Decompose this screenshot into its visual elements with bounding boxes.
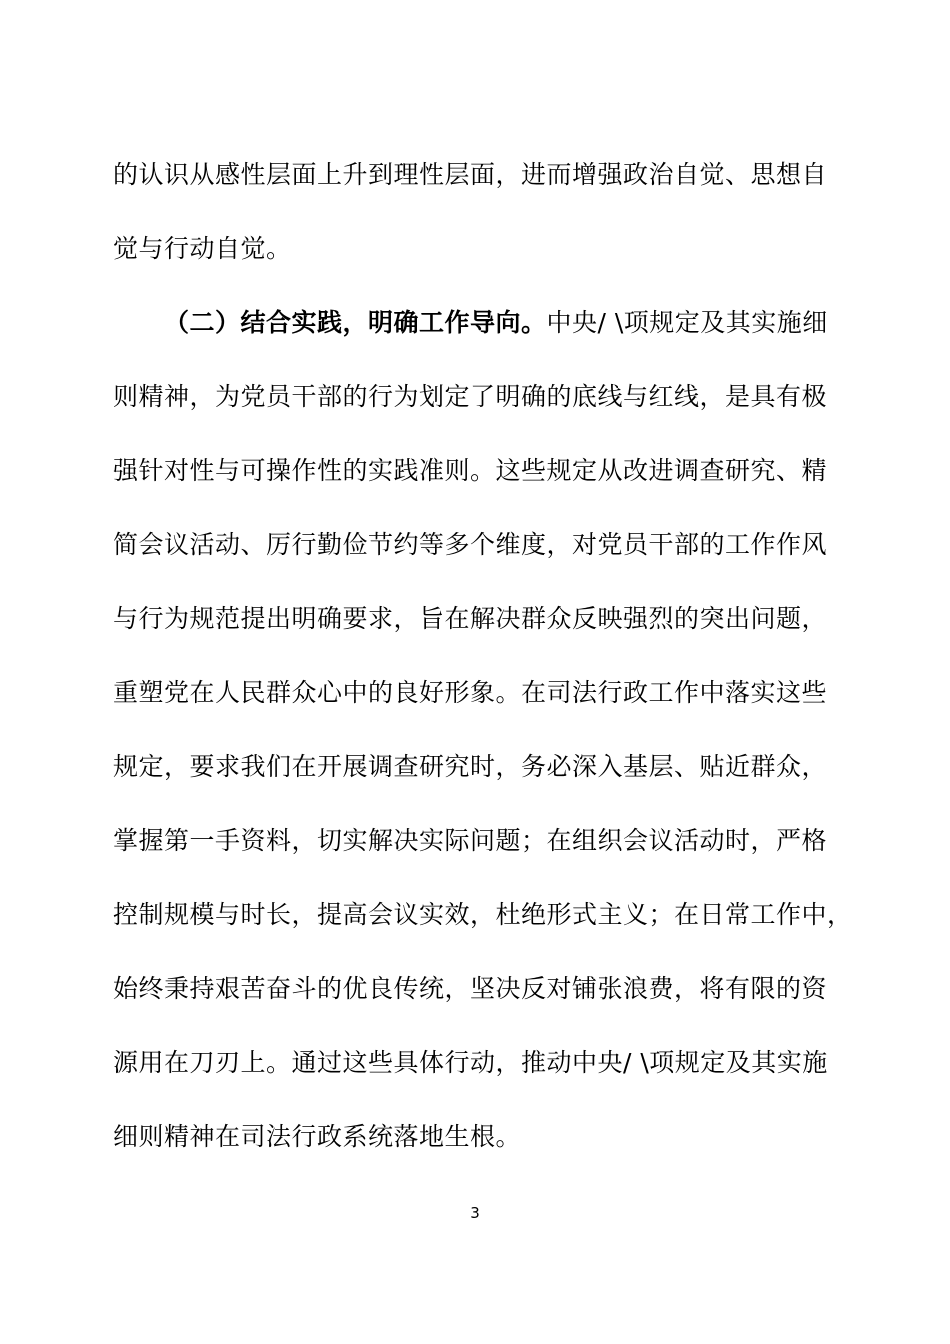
text-line-6: 简会议活动、厉行勤俭节约等多个维度，对党员干部的工作作风: [113, 530, 828, 559]
text-line-11: 控制规模与时长，提高会议实效，杜绝形式主义；在日常工作中，: [113, 900, 853, 929]
text-line-2: 觉与行动自觉。: [113, 234, 292, 263]
page-number: 3: [470, 1204, 480, 1222]
text-line-10: 掌握第一手资料，切实解决实际问题；在组织会议活动时，严格: [113, 826, 828, 855]
paragraph-first-line: [164, 308, 828, 338]
section-heading: （二）结合实践，明确工作导向。: [164, 308, 547, 337]
text-line-14: 细则精神在司法行政系统落地生根。: [113, 1122, 522, 1151]
text-line-13: 源用在刀刃上。通过这些具体行动，推动中央/ \项规定及其实施: [113, 1048, 828, 1077]
text-line-5: 强针对性与可操作性的实践准则。这些规定从改进调查研究、精: [113, 456, 828, 485]
text-line-1: 的认识从感性层面上升到理性层面，进而增强政治自觉、思想自: [113, 160, 828, 189]
text-line-4: 则精神，为党员干部的行为划定了明确的底线与红线，是具有极: [113, 382, 828, 411]
text-line-8: 重塑党在人民群众心中的良好形象。在司法行政工作中落实这些: [113, 678, 828, 707]
text-line-12: 始终秉持艰苦奋斗的优良传统，坚决反对铺张浪费，将有限的资: [113, 974, 828, 1003]
text-line-3: 中央/ \项规定及其实施细: [546, 308, 828, 337]
text-line-9: 规定，要求我们在开展调查研究时，务必深入基层、贴近群众，: [113, 752, 828, 781]
text-line-7: 与行为规范提出明确要求，旨在解决群众反映强烈的突出问题，: [113, 604, 828, 633]
